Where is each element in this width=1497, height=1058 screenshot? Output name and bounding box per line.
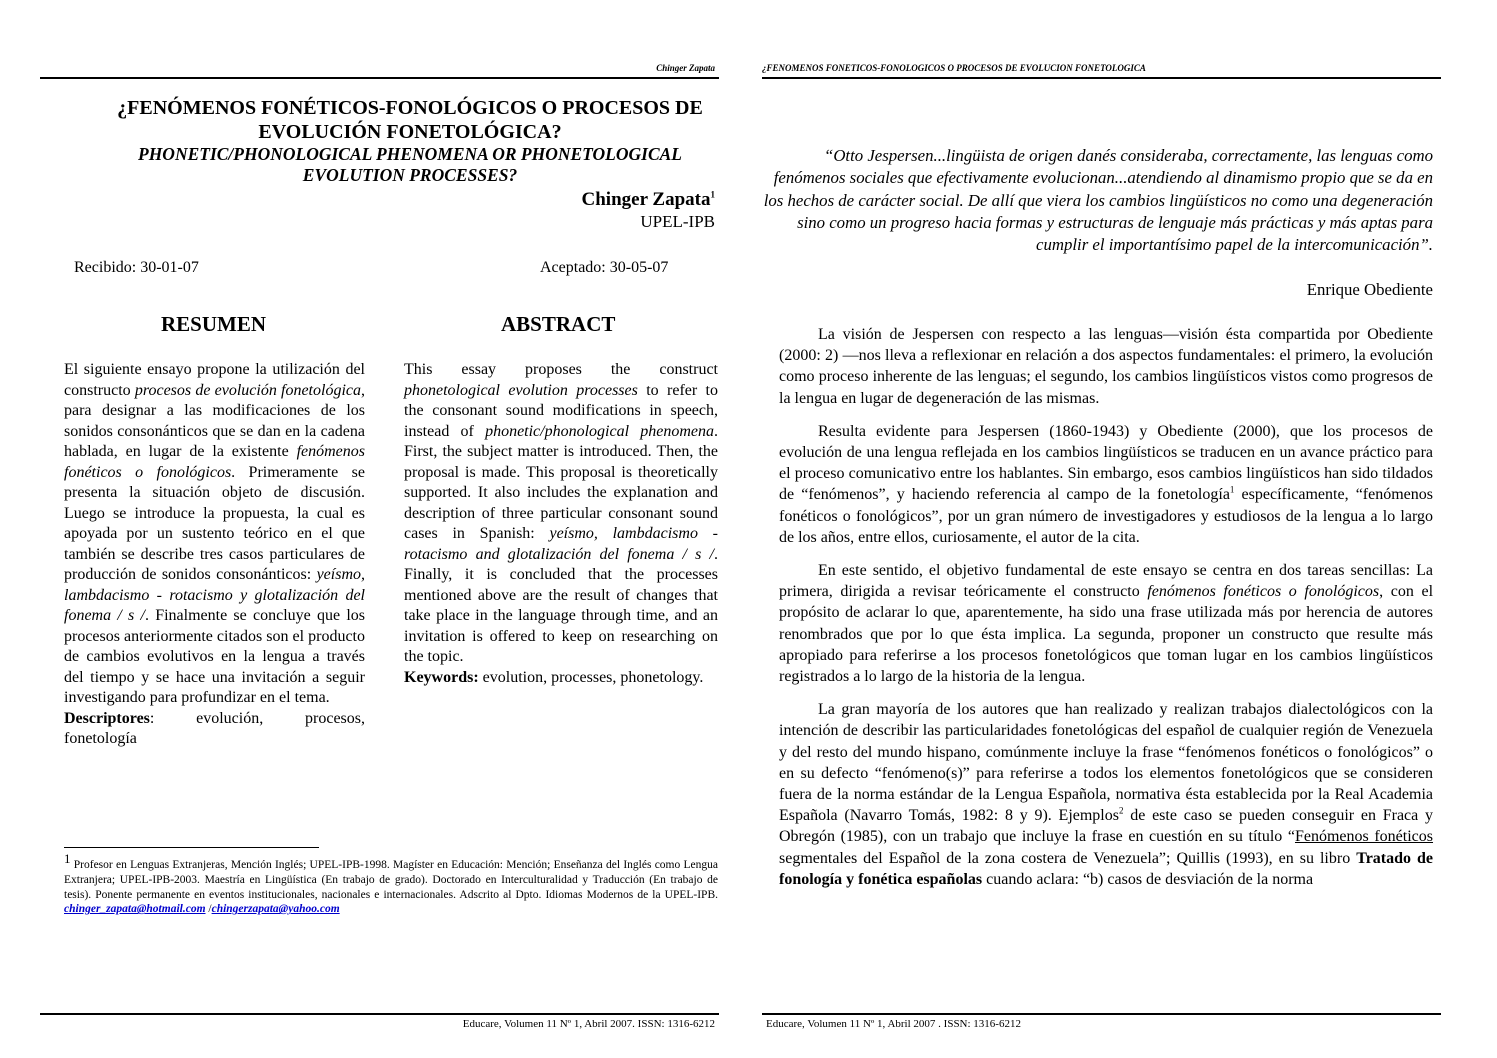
received-date: Recibido: 30-01-07 bbox=[74, 259, 199, 276]
accepted-date: Aceptado: 30-05-07 bbox=[540, 259, 669, 276]
journal-footer-right: Educare, Volumen 11 Nº 1, Abril 2007 . ISSN: 1316-6212 bbox=[766, 1018, 1021, 1030]
abstract-text-1: This essay proposes the construct bbox=[404, 361, 718, 378]
abstract-body bbox=[404, 360, 718, 688]
header-rule-right bbox=[762, 77, 1441, 79]
epigraph-quote: “Otto Jespersen...lingüista de origen danés consideraba, correctamente, las lenguas como fenómenos sociales que efectivamente evolucionan...atendiendo al dinamismo propio que se da en los hechos de carácter social. De allí que viera los cambios lingüísticos no como una degeneración sino como un progreso hacia formas y estructuras de lenguaje más prácticas y más aptas para cumplir el importantísimo papel de la intercomunicación”. bbox=[763, 146, 1433, 255]
title-en-line-1: PHONETIC/PHONOLOGICAL PHENOMENA OR PHONETOLOGICAL bbox=[138, 144, 682, 164]
abstract-heading: ABSTRACT bbox=[501, 312, 616, 336]
author-name bbox=[582, 189, 715, 211]
paragraph-3 bbox=[779, 560, 1433, 687]
resumen-italic-2: fenómenos fonéticos o fonológicos bbox=[64, 443, 365, 481]
paragraph-2-text-b: específicamente, “fenómenos fonéticos o fonológicos”, por un gran número de investigadores y estudiosos de la lengua a lo largo de los años, entre ellos, curiosamente, el autor de la cita. bbox=[779, 486, 1433, 546]
paragraph-4-text-d: cuando aclara: “b) casos de desviación de la norma bbox=[982, 870, 1314, 888]
author-name-text: Chinger Zapata bbox=[581, 189, 711, 210]
paragraph-1: La visión de Jespersen con respecto a las lenguas—visión ésta compartida por Obediente (2000: 2) —nos lleva a reflexionar en relación a dos aspectos fundamentales: el primero, la evolución como proceso inherente de las lenguas; el segundo, los cambios lingüísticos vistos como progresos de la lengua en lugar de degeneración de las mismas. bbox=[779, 326, 1433, 407]
email-link-yahoo[interactable]: chingerzapata@yahoo.com bbox=[211, 903, 340, 916]
resumen-text-3: . Primeramente se presenta la situación objeto de discusión. Luego se introduce la propuesta, la cual es apoyada por un sustento teórico en el que también se describe tres casos particulares de producción de sonidos consonánticos: bbox=[64, 463, 365, 583]
article-body bbox=[779, 324, 1433, 902]
resumen-keywords bbox=[64, 709, 365, 750]
footnote-number: 1 bbox=[64, 851, 71, 867]
footer-rule-right bbox=[762, 1013, 1441, 1015]
resumen-heading: RESUMEN bbox=[161, 312, 267, 336]
resumen-text-4: . Finalmente se concluye que los procesos anteriormente citados son el producto de cambios evolutivos en la lengua a través del tiempo y se hace una invitación a seguir investigando para profundizar en el tema. bbox=[64, 607, 365, 706]
journal-footer-left: Educare, Volumen 11 Nº 1, Abril 2007. ISSN: 1316-6212 bbox=[462, 1018, 715, 1030]
paragraph-3-text-a: En este sentido, el objetivo fundamental de este ensayo se centra en dos tareas sencillas: La primera, dirigida a revisar teóricamente el constructo bbox=[779, 562, 1433, 601]
footnote-text: Profesor en Lenguas Extranjeras, Mención Inglés; UPEL-IPB-1998. Magíster en Educación: Mención; Enseñanza del Inglés como Lengua Extranjera; UPEL-IPB-2003. Maestría en Lingüística (En trabajo de grado). Doctorado en Interculturalidad y Traducción (En trabajo de tesis). Ponente permanente en eventos institucionales, nacionales e internacionales. Adscrito al Dpto. Idiomas Modernos de la UPEL-IPB. bbox=[64, 859, 718, 901]
resumen-italic-3: yeísmo, lambdacismo - rotacismo y glotalización del fonema / s / bbox=[64, 566, 365, 624]
paragraph-4-text-c: segmentales del Español de la zona costera de Venezuela”; Quillis (1993), en su libro bbox=[779, 849, 1357, 867]
header-rule-left bbox=[40, 77, 719, 79]
email-separator: / bbox=[205, 903, 212, 916]
abstract-italic-2: phonetic/phonological phenomena bbox=[485, 422, 714, 440]
paragraph-3-text-b: , con el propósito de aclarar lo que, aparentemente, ha sido una frase utilizada más por herencia de autores renombrados que por lo que ésta implica. La segunda, proponer un constructo que resulte más apropiado para referirse a los procesos fonetológicos que toman lugar en los cambios lingüísticos registrados a lo largo de la historia de la lengua. bbox=[779, 583, 1434, 686]
abstract-text-4: . Finally, it is concluded that the processes mentioned above are the result of changes that take place in the language through time, and an invitation is offered to keep on researching on the topic. bbox=[404, 545, 718, 665]
footnote-rule bbox=[64, 847, 319, 848]
resumen-text-2: , para designar a las modificaciones de los sonidos consonánticos que se dan en la cadena hablada, en lugar de la existente bbox=[64, 381, 365, 460]
email-link-hotmail[interactable]: chinger_zapata@hotmail.com bbox=[64, 903, 206, 916]
abstract-keywords bbox=[404, 668, 718, 689]
abstract-text-2: to refer to the consonant sound modifications in speech, instead of bbox=[404, 381, 719, 440]
title-es-line-2: EVOLUCIÓN FONETOLÓGICA? bbox=[258, 121, 562, 143]
abstract-italic-3: yeísmo, lambdacismo - rotacismo and glotalización del fonema / s / bbox=[404, 525, 718, 563]
title-english bbox=[40, 144, 780, 186]
resumen-body bbox=[64, 360, 365, 750]
footnote-marker-1: 1 bbox=[1229, 485, 1235, 496]
abstract-italic-1: phonetological evolution processes bbox=[404, 381, 638, 399]
paragraph-4 bbox=[779, 699, 1433, 890]
resumen-text-1: El siguiente ensayo propone la utilización del constructo bbox=[64, 361, 365, 399]
title-spanish bbox=[40, 96, 780, 144]
paragraph-2 bbox=[779, 421, 1433, 548]
author-affiliation: UPEL-IPB bbox=[640, 212, 715, 231]
running-header-title: ¿FENOMENOS FONETICOS-FONOLOGICOS O PROCESOS DE EVOLUCION FONETOLOGICA bbox=[762, 63, 1146, 73]
abstract-keywords-label: Keywords: bbox=[404, 668, 479, 686]
running-header-author: Chinger Zapata bbox=[656, 63, 715, 73]
paragraph-4-text-b: de este caso se pueden conseguir en Fraca y Obregón (1985), con un trabajo que incluye la frase en cuestión en su título “ bbox=[779, 807, 1433, 846]
paragraph-4-book-title: Tratado de fonología y fonética españolas bbox=[779, 849, 1434, 888]
resumen-keywords-text: : evolución, procesos, fonetología bbox=[64, 709, 365, 747]
title-es-line-1: ¿FENÓMENOS FONÉTICOS-FONOLÓGICOS O PROCESOS DE bbox=[117, 97, 703, 119]
footer-rule-left bbox=[40, 1013, 719, 1015]
resumen-keywords-label: Descriptores bbox=[64, 709, 150, 727]
author-footnote-marker: 1 bbox=[710, 189, 715, 200]
abstract-keywords-text: evolution, processes, phonetology. bbox=[478, 668, 704, 686]
footnote-marker-2: 2 bbox=[1118, 805, 1124, 816]
paragraph-2-text-a: Resulta evidente para Jespersen (1860-1943) y Obediente (2000), que los procesos de evolución de una lengua reflejada en los cambios lingüísticos se traducen en un avance práctico para el proceso comunicativo entre los hablantes. Sin embargo, esos cambios lingüísticos han sido tildados de “fenómenos”, y haciendo referencia al campo de la fonetología bbox=[779, 422, 1433, 504]
abstract-text-3: . First, the subject matter is introduced. Then, the proposal is made. This proposal is theoretically supported. It also includes the explanation and description of three particular consonant sound cases in Spanish: bbox=[404, 422, 718, 542]
paragraph-3-italic: fenómenos fonéticos o fonológicos bbox=[1147, 583, 1380, 601]
resumen-italic-1: procesos de evolución fonetológica bbox=[134, 381, 361, 399]
epigraph-author: Enrique Obediente bbox=[1306, 280, 1433, 299]
title-en-line-2: EVOLUTION PROCESSES? bbox=[302, 165, 518, 185]
paragraph-4-underlined: Fenómenos fonéticos bbox=[1294, 828, 1434, 846]
paragraph-4-text-a: La gran mayoría de los autores que han realizado y realizan trabajos dialectológicos con la intención de describir las particularidades fonetológicas del español de cualquier región de Venezuela y del resto del mundo hispano, comúnmente incluye la frase “fenómenos fonéticos o fonológicos” o en su defecto “fenómeno(s)” para referirse a todos los elementos fonetológicos que se consideren fuera de la norma estándar de la Lengua Española, normativa ésta establecida por la Real Academia Española (Navarro Tomás, 1982: 8 y 9). Ejemplos bbox=[779, 701, 1433, 825]
footnote bbox=[64, 851, 718, 917]
